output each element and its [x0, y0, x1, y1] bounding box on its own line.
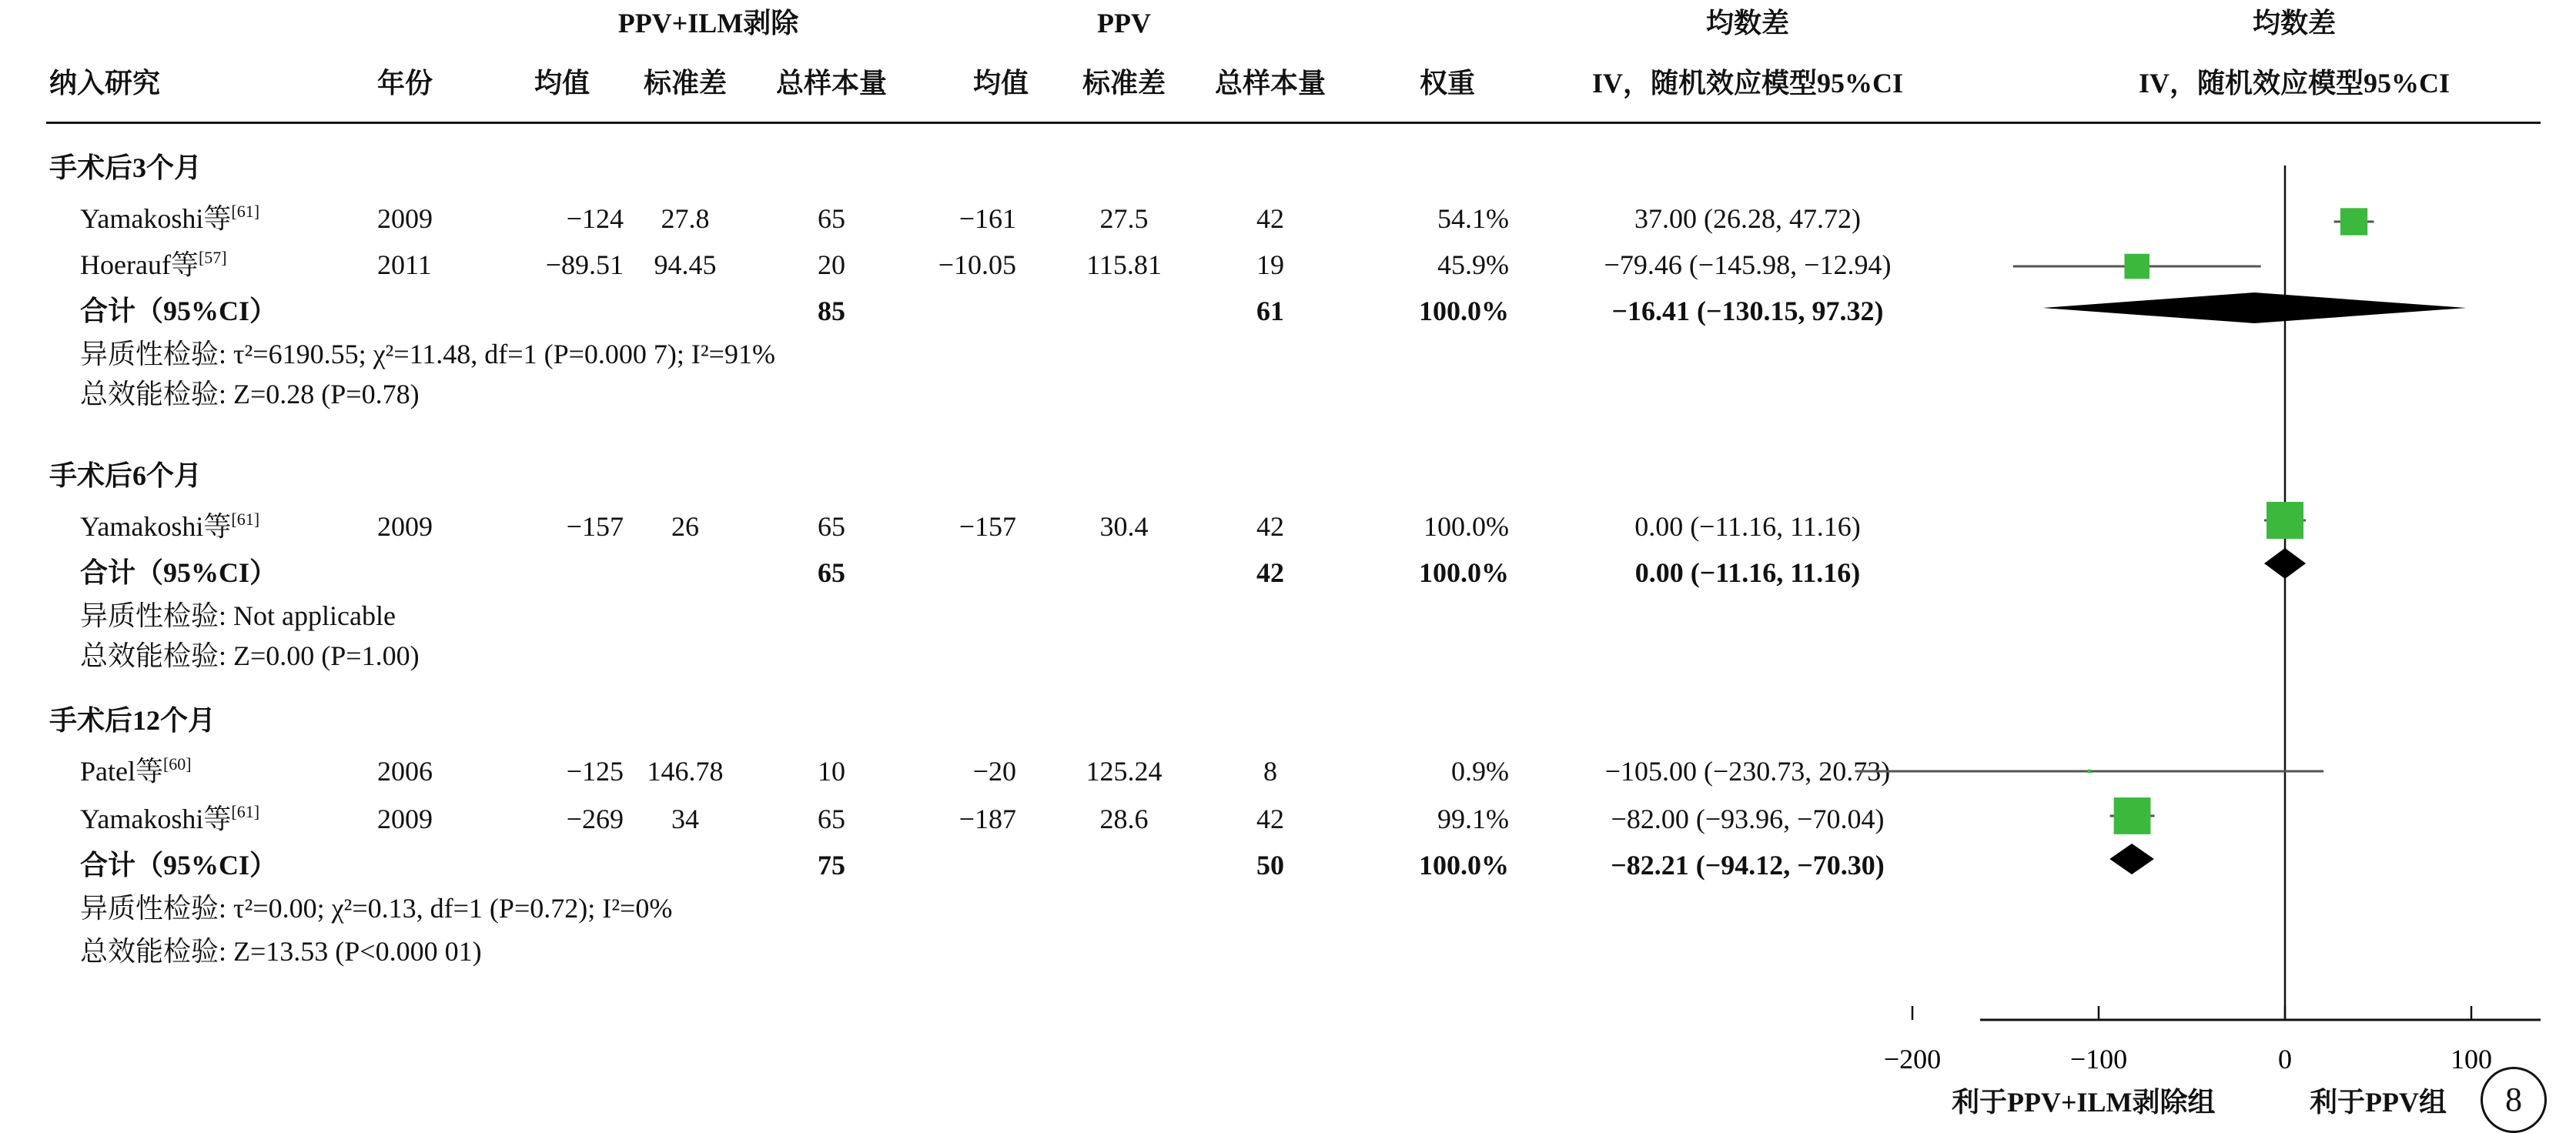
cell-mean2: −20 — [972, 756, 1016, 787]
heterogeneity-test: 异质性检验: τ²=0.00; χ²=0.13, df=1 (P=0.72); I²=0% — [80, 893, 673, 924]
col-mean2: 均值 — [972, 68, 1029, 99]
total-n2: 50 — [1256, 850, 1284, 881]
cell-sd2: 115.81 — [1086, 249, 1162, 280]
cell-year: 2009 — [377, 804, 433, 834]
total-label-text: 合计（95%CI） — [80, 850, 278, 881]
plot-column-subtitle: IV，随机效应模型95%CI — [2138, 68, 2451, 99]
overall-effect-test: 总效能检验: Z=0.28 (P=0.78) — [80, 379, 420, 409]
total-n2: 61 — [1256, 296, 1284, 326]
figure-number-badge: 8 — [2481, 1067, 2547, 1133]
cell-sd1: 94.45 — [654, 249, 717, 280]
total-n1: 65 — [818, 557, 845, 588]
group2-header: PPV — [1097, 8, 1151, 38]
cell-ci-text: −79.46 (−145.98, −12.94) — [1604, 249, 1892, 280]
cell-weight: 0.9% — [1451, 756, 1509, 787]
study-label: Yamakoshi等 — [80, 804, 232, 834]
cell-mean1: −269 — [566, 804, 624, 834]
md-column-subtitle: IV，随机效应模型95%CI — [1591, 68, 1904, 99]
subgroup-title: 手术后6个月 — [49, 460, 202, 491]
col-n1: 总样本量 — [775, 68, 887, 99]
summary-diamond — [2109, 844, 2154, 874]
cell-sd1: 34 — [671, 804, 699, 834]
cell-sd1: 27.8 — [661, 203, 710, 234]
total-ci-text: −16.41 (−130.15, 97.32) — [1611, 296, 1884, 326]
cell-n1: 65 — [818, 511, 845, 542]
total-ci-text: −82.21 (−94.12, −70.30) — [1611, 850, 1885, 881]
study-point-marker — [2124, 254, 2149, 279]
overall-effect-test: 总效能检验: Z=0.00 (P=1.00) — [80, 640, 420, 671]
cell-mean2: −161 — [958, 203, 1016, 234]
study-label: Patel等 — [80, 756, 163, 787]
cell-mean1: −125 — [566, 756, 624, 787]
x-tick-label: 0 — [2278, 1044, 2292, 1075]
cell-mean1: −157 — [566, 511, 624, 542]
cell-weight: 45.9% — [1437, 249, 1509, 280]
study-point-marker — [2088, 770, 2092, 774]
study-point-marker — [2267, 502, 2303, 539]
favours-left-label: 利于PPV+ILM剥除组 — [1952, 1087, 2216, 1118]
study-reference: [57] — [198, 248, 227, 267]
col-year: 年份 — [377, 68, 433, 99]
cell-n2: 42 — [1256, 804, 1284, 834]
summary-diamond — [2042, 292, 2466, 323]
plot-column-title: 均数差 — [2252, 8, 2336, 38]
cell-sd2: 30.4 — [1099, 511, 1149, 542]
total-n1: 75 — [818, 850, 845, 881]
cell-sd2: 125.24 — [1086, 756, 1163, 787]
cell-n1: 20 — [818, 249, 845, 280]
cell-year: 2006 — [377, 756, 433, 787]
total-label-text: 合计（95%CI） — [80, 296, 278, 326]
total-label-text: 合计（95%CI） — [80, 557, 278, 588]
col-n2: 总样本量 — [1214, 68, 1326, 99]
heterogeneity-test: 异质性检验: τ²=6190.55; χ²=11.48, df=1 (P=0.000 7); I²=91% — [80, 339, 775, 369]
study-reference: [61] — [231, 510, 260, 529]
cell-n2: 42 — [1256, 203, 1284, 234]
cell-year: 2011 — [377, 249, 432, 280]
col-sd2: 标准差 — [1082, 68, 1166, 99]
col-study: 纳入研究 — [49, 68, 161, 99]
summary-diamond — [2264, 548, 2306, 579]
cell-year: 2009 — [377, 511, 433, 542]
x-tick-label: 100 — [2451, 1044, 2492, 1075]
total-ci-text: 0.00 (−11.16, 11.16) — [1634, 557, 1861, 588]
cell-ci-text: 37.00 (26.28, 47.72) — [1634, 203, 1861, 234]
cell-n1: 65 — [818, 203, 845, 234]
cell-mean2: −157 — [958, 511, 1016, 542]
overall-effect-test: 总效能检验: Z=13.53 (P<0.000 01) — [80, 936, 482, 967]
cell-mean1: −89.51 — [545, 249, 624, 280]
total-weight: 100.0% — [1419, 296, 1509, 326]
cell-n2: 42 — [1256, 511, 1284, 542]
cell-n2: 19 — [1256, 249, 1284, 280]
study-reference: [60] — [162, 754, 192, 774]
cell-n2: 8 — [1263, 756, 1277, 787]
subgroup-title: 手术后12个月 — [49, 705, 216, 736]
study-point-marker — [2340, 208, 2367, 235]
study-reference: [61] — [231, 802, 260, 821]
study-label: Yamakoshi等 — [80, 203, 232, 234]
subgroup-title: 手术后3个月 — [49, 152, 202, 183]
group1-header: PPV+ILM剥除 — [617, 8, 799, 38]
cell-n1: 65 — [818, 804, 845, 834]
md-column-title: 均数差 — [1705, 8, 1789, 38]
col-weight: 权重 — [1419, 68, 1475, 99]
x-tick-label: −200 — [1883, 1044, 1942, 1075]
cell-mean1: −124 — [566, 203, 624, 234]
cell-ci-text: −82.00 (−93.96, −70.04) — [1611, 804, 1885, 834]
cell-ci-text: 0.00 (−11.16, 11.16) — [1634, 511, 1861, 542]
cell-mean2: −187 — [958, 804, 1016, 834]
cell-sd1: 26 — [671, 511, 699, 542]
cell-sd2: 27.5 — [1099, 203, 1149, 234]
x-tick-label: −100 — [2069, 1044, 2128, 1075]
cell-sd2: 28.6 — [1099, 804, 1149, 834]
col-sd1: 标准差 — [643, 68, 727, 99]
heterogeneity-test: 异质性检验: Not applicable — [80, 600, 396, 631]
cell-sd1: 146.78 — [647, 756, 724, 787]
cell-year: 2009 — [377, 203, 433, 234]
study-label: Hoerauf等 — [80, 249, 199, 280]
cell-mean2: −10.05 — [938, 249, 1016, 280]
total-n2: 42 — [1256, 557, 1284, 588]
study-label: Yamakoshi等 — [80, 511, 232, 542]
cell-ci-text: −105.00 (−230.73, 20.73) — [1604, 756, 1891, 787]
cell-weight: 54.1% — [1437, 203, 1509, 234]
study-point-marker — [2114, 797, 2151, 834]
favours-right-label: 利于PPV组 — [2310, 1087, 2447, 1118]
study-reference: [61] — [231, 202, 260, 221]
cell-n1: 10 — [818, 756, 845, 787]
total-weight: 100.0% — [1419, 850, 1509, 881]
cell-weight: 100.0% — [1423, 511, 1509, 542]
col-mean1: 均值 — [534, 68, 590, 99]
total-weight: 100.0% — [1419, 557, 1509, 588]
total-n1: 85 — [818, 296, 845, 326]
cell-weight: 99.1% — [1437, 804, 1509, 834]
